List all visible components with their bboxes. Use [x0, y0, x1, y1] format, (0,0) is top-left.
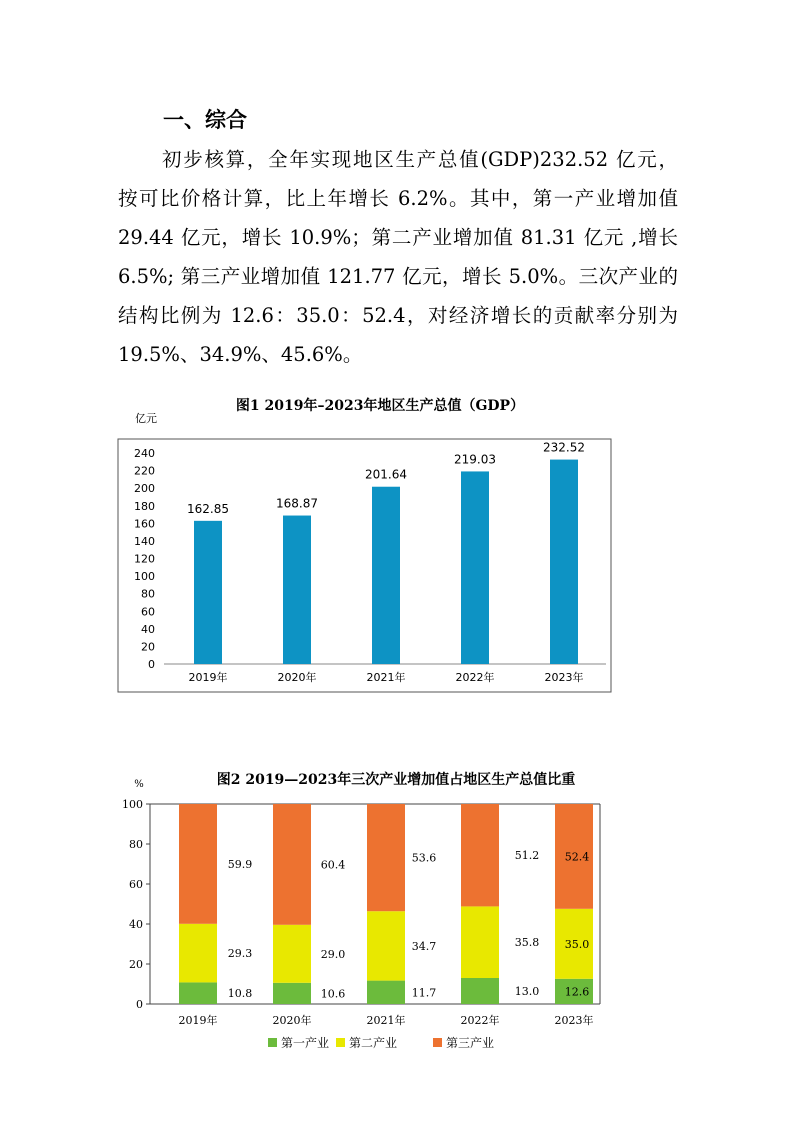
y-tick-label: 20 — [141, 640, 155, 654]
segment-value-label: 12.6 — [564, 985, 590, 999]
y-tick-label: 60 — [141, 605, 155, 619]
gdp-chart-svg — [0, 380, 793, 700]
share-bar-segment — [179, 982, 217, 1004]
gdp-bar — [194, 521, 222, 664]
y-axis-unit-label: % — [134, 779, 144, 790]
chart-title: 图1 2019年–2023年地区生产总值（GDP） — [235, 398, 525, 414]
y-tick-label: 80 — [141, 587, 155, 601]
segment-value-label: 13.0 — [514, 985, 540, 998]
bar-value-label: 168.87 — [276, 496, 318, 511]
legend-swatch — [336, 1038, 345, 1047]
paragraph-line: 按可比价格计算，比上年增长 6.2%。其中，第一产业增加值 — [118, 187, 678, 210]
y-tick-label: 0 — [136, 998, 143, 1011]
x-tick-label: 2021年 — [366, 1014, 406, 1027]
segment-value-label: 59.9 — [227, 857, 253, 871]
bar-value-label: 232.52 — [543, 440, 585, 455]
segment-value-label: 10.8 — [227, 987, 253, 1001]
y-tick-label: 100 — [122, 798, 143, 811]
x-tick-label: 2019年 — [178, 1014, 218, 1027]
x-tick-label: 2020年 — [272, 1014, 312, 1027]
paragraph-line: 29.44 亿元，增长 10.9%；第二产业增加值 81.31 亿元 ,增长 — [118, 226, 678, 249]
share-bar-segment — [179, 804, 217, 924]
bar-value-label: 162.85 — [187, 501, 229, 516]
legend-label: 第一产业 — [281, 1036, 330, 1050]
y-tick-label: 20 — [129, 958, 143, 971]
x-tick-label: 2022年 — [460, 1014, 500, 1027]
share-bar-segment — [367, 804, 405, 911]
gdp-bar — [461, 471, 489, 664]
bar-value-label: 201.64 — [365, 467, 407, 482]
share-bar-segment — [367, 911, 405, 980]
segment-value-label: 10.6 — [320, 987, 346, 1001]
segment-value-label: 53.6 — [411, 851, 437, 865]
legend-label: 第二产业 — [349, 1036, 398, 1050]
share-bar-segment — [273, 804, 311, 925]
paragraph-line: 6.5%; 第三产业增加值 121.77 亿元，增长 5.0%。三次产业的 — [118, 265, 678, 288]
y-tick-label: 240 — [134, 447, 155, 460]
x-tick-label: 2023年 — [544, 671, 584, 684]
y-tick-label: 160 — [134, 517, 155, 531]
y-tick-label: 40 — [141, 622, 155, 636]
gdp-bar — [550, 460, 578, 664]
x-tick-label: 2021年 — [366, 671, 406, 684]
y-axis-unit-label: 亿元 — [135, 412, 157, 425]
segment-value-label: 34.7 — [411, 939, 437, 953]
x-tick-label: 2020年 — [277, 671, 317, 684]
y-tick-label: 60 — [129, 878, 143, 891]
share-bar-segment — [461, 906, 499, 978]
segment-value-label: 52.4 — [564, 850, 590, 864]
x-tick-label: 2019年 — [188, 671, 228, 684]
paragraph-line: 结构比例为 12.6：35.0：52.4，对经济增长的贡献率分别为 — [118, 304, 678, 327]
y-tick-label: 180 — [134, 499, 155, 513]
share-bar-segment — [179, 924, 217, 983]
segment-value-label: 11.7 — [411, 986, 437, 1000]
gdp-bar — [283, 516, 311, 664]
y-tick-label: 100 — [134, 570, 155, 584]
x-tick-label: 2022年 — [455, 671, 495, 684]
y-tick-label: 120 — [134, 552, 155, 566]
share-bar-segment — [461, 978, 499, 1004]
industry-share-chart-svg — [0, 760, 793, 1060]
segment-value-label: 60.4 — [320, 858, 346, 872]
share-bar-segment — [367, 981, 405, 1004]
share-bar-segment — [273, 925, 311, 983]
y-tick-label: 80 — [129, 838, 143, 851]
gdp-bar-chart — [0, 380, 793, 700]
y-tick-label: 200 — [134, 482, 155, 496]
bar-value-label: 219.03 — [454, 452, 496, 467]
y-tick-label: 0 — [148, 658, 155, 671]
segment-value-label: 35.8 — [514, 936, 540, 950]
gdp-bar — [372, 487, 400, 664]
segment-value-label: 29.3 — [227, 947, 253, 961]
summary-paragraph — [118, 140, 678, 374]
legend-swatch — [433, 1038, 442, 1047]
y-tick-label: 140 — [134, 534, 155, 548]
segment-value-label: 29.0 — [320, 947, 346, 961]
legend-label: 第三产业 — [446, 1036, 495, 1050]
legend-swatch — [268, 1038, 277, 1047]
share-bar-segment — [461, 804, 499, 906]
segment-value-label: 35.0 — [564, 937, 590, 951]
x-tick-label: 2023年 — [554, 1014, 594, 1027]
y-tick-label: 40 — [129, 918, 143, 931]
industry-share-chart — [0, 760, 793, 1060]
share-bar-segment — [273, 983, 311, 1004]
section-heading: 一、综合 — [163, 108, 247, 132]
paragraph-line: 初步核算，全年实现地区生产总值(GDP)232.52 亿元， — [162, 148, 678, 171]
y-tick-label: 220 — [134, 464, 155, 478]
paragraph-line: 19.5%、34.9%、45.6%。 — [118, 343, 363, 366]
segment-value-label: 51.2 — [514, 849, 540, 863]
chart-title: 图2 2019—2023年三次产业增加值占地区生产总值比重 — [216, 772, 576, 788]
